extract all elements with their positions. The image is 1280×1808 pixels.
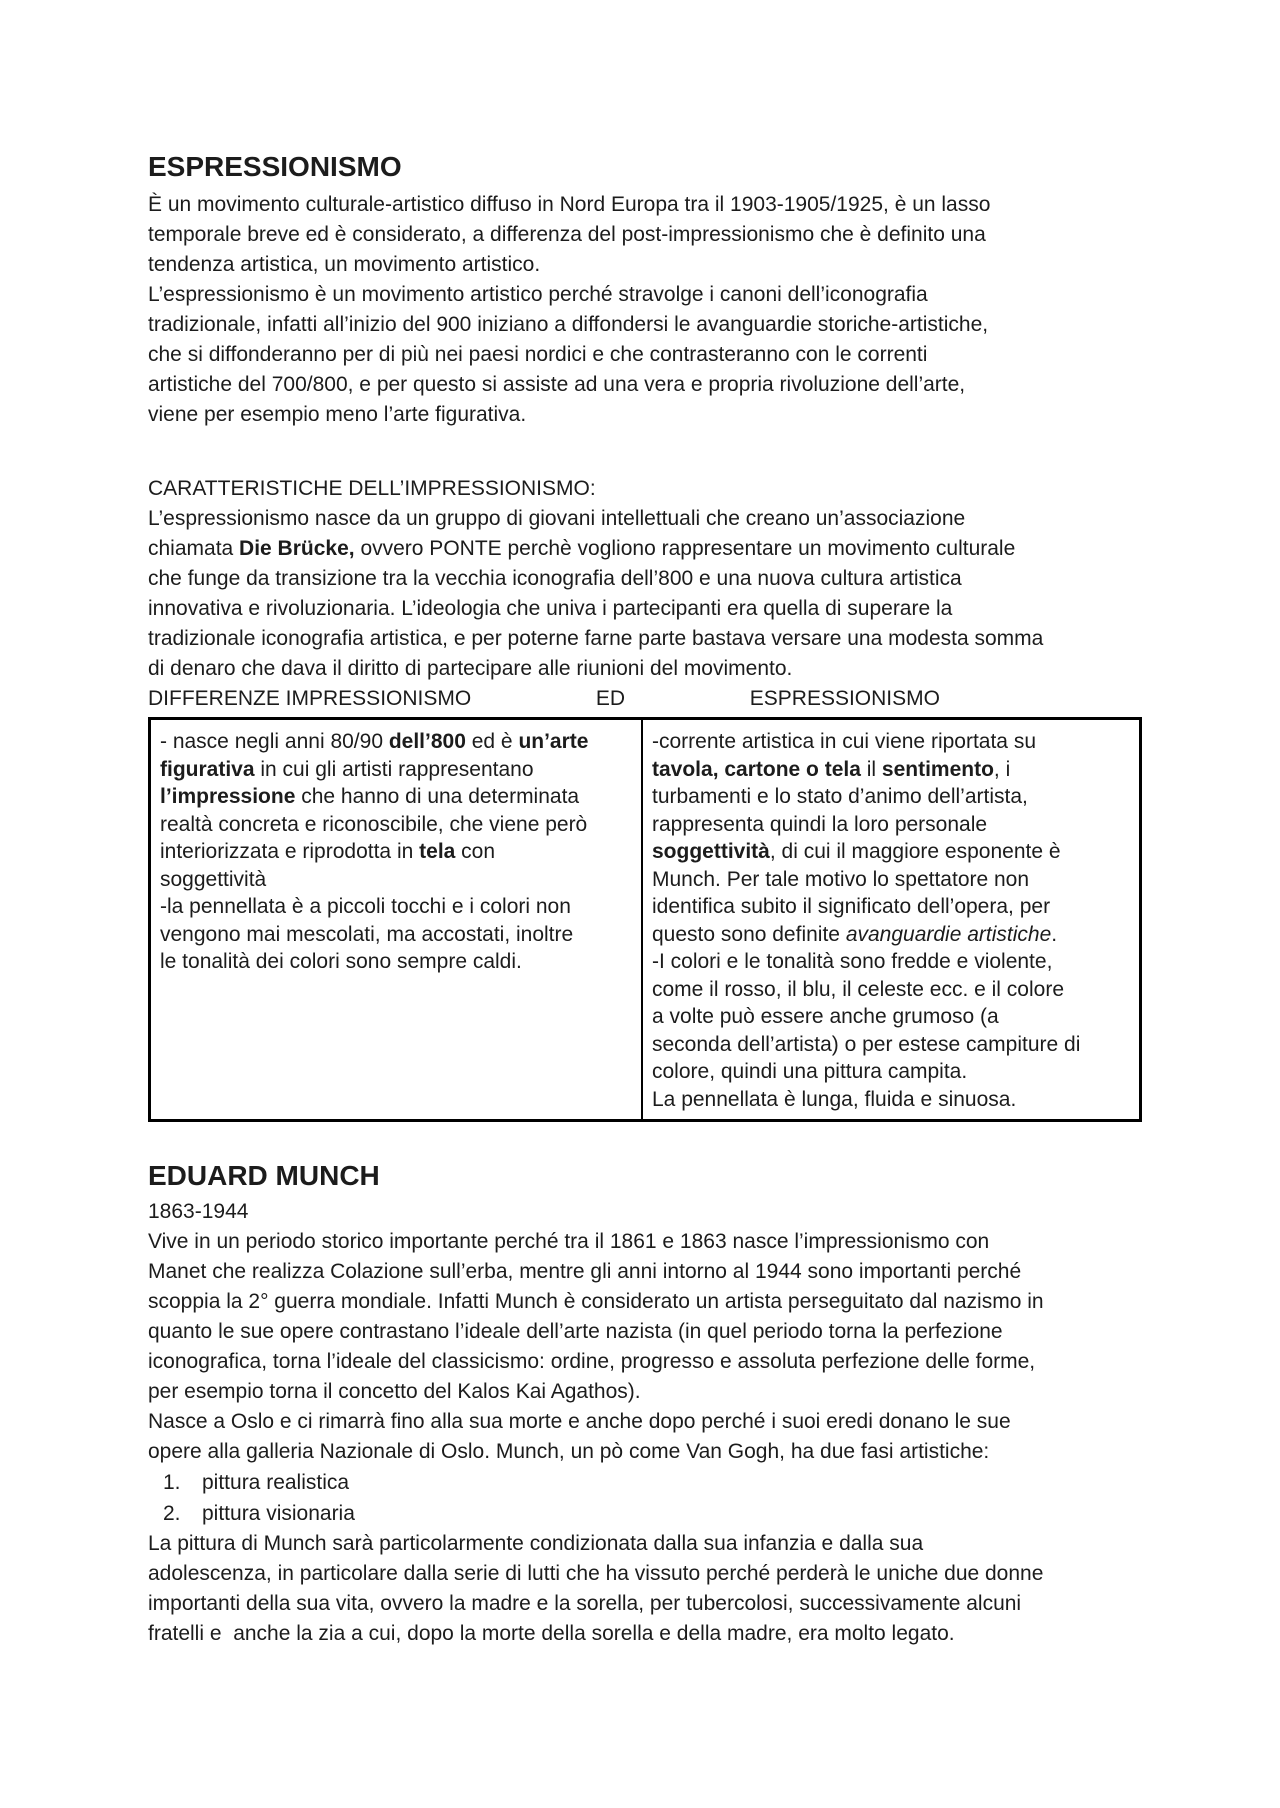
text-line: -I colori e le tonalità sono fredde e violente, <box>652 950 1053 973</box>
text-line: le tonalità dei colori sono sempre caldi. <box>160 950 522 973</box>
text-line: -corrente artistica in cui viene riportata su <box>652 730 1036 753</box>
text-line: fratelli e anche la zia a cui, dopo la morte della sorella e della madre, era molto legato. <box>148 1622 955 1645</box>
text-line: opere alla galleria Nazionale di Oslo. Munch, un pò come Van Gogh, ha due fasi artistiche: <box>148 1440 990 1463</box>
text-line: adolescenza, in particolare dalla serie di lutti che ha vissuto perché perderà le uniche due donne <box>148 1562 1044 1585</box>
text-line: iconografica, torna l’ideale del classicismo: ordine, progresso e assoluta perfezione delle forme, <box>148 1350 1036 1373</box>
espressionismo-cell <box>643 720 1139 1119</box>
text-line: questo sono definite avanguardie artistiche. <box>652 922 1058 946</box>
text-line: L’espressionismo nasce da un gruppo di giovani intellettuali che creano un’associazione <box>148 507 966 530</box>
text-line: a volte può essere anche grumoso (a <box>652 1005 999 1028</box>
text-line: rappresenta quindi la loro personale <box>652 812 988 836</box>
intro-paragraph <box>148 190 1280 430</box>
text-line: La pennellata è lunga, fluida e sinuosa. <box>652 1087 1017 1111</box>
munch-paragraph-3 <box>148 1529 1280 1649</box>
munch-years: 1863-1944 <box>148 1200 249 1223</box>
text-line: Munch. Per tale motivo lo spettatore non <box>652 867 1030 891</box>
text-line: temporale breve ed è considerato, a differenza del post-impressionismo che è definito una <box>148 223 986 246</box>
munch-paragraph-2 <box>148 1407 1280 1467</box>
text-line: La pittura di Munch sarà particolarmente condizionata dalla sua infanzia e dalla sua <box>148 1532 924 1555</box>
text-line: tradizionale iconografia artistica, e per poterne farne parte bastava versare una modesta somma <box>148 627 1044 650</box>
comparison-table <box>148 717 1142 1122</box>
caratteristiche-heading: CARATTERISTICHE DELL’IMPRESSIONISMO: <box>148 477 596 500</box>
text-line: -la pennellata è a piccoli tocchi e i colori non <box>160 895 571 918</box>
list-number: 1. <box>163 1471 181 1494</box>
text-line: Nasce a Oslo e ci rimarrà fino alla sua morte e anche dopo perché i suoi eredi donano le sue <box>148 1410 1011 1433</box>
text-line: scoppia la 2° guerra mondiale. Infatti Munch è considerato un artista perseguitato dal nazismo in <box>148 1290 1044 1313</box>
text-line: che si diffonderanno per di più nei paesi nordici e che contrasteranno con le correnti <box>148 343 928 366</box>
caratteristiche-section <box>148 474 1280 684</box>
text-line: tavola, cartone o tela il sentimento, i <box>652 757 1011 781</box>
text-line: innovativa e rivoluzionaria. L’ideologia che univa i partecipanti era quella di superare la <box>148 597 953 620</box>
text-line: per esempio torna il concetto del Kalos Kai Agathos). <box>148 1380 641 1403</box>
caratteristiche-paragraph <box>148 504 1280 684</box>
munch-paragraph-1 <box>148 1227 1280 1407</box>
text-line: quanto le sue opere contrastano l’ideale dell’arte nazista (in quel periodo torna la perfezione <box>148 1320 1003 1343</box>
text-line: importanti della sua vita, ovvero la madre e la sorella, per tubercolosi, successivamente alcuni <box>148 1592 1022 1615</box>
text-line: di denaro che dava il diritto di partecipare alle riunioni del movimento. <box>148 657 793 680</box>
text-line: l’impressione che hanno di una determinata <box>160 785 580 808</box>
text-line: interiorizzata e riprodotta in tela con <box>160 840 496 863</box>
text-line: soggettività <box>160 867 267 891</box>
text-line: viene per esempio meno l’arte figurativa. <box>148 403 527 426</box>
list-label: pittura visionaria <box>202 1502 355 1525</box>
text-line: - nasce negli anni 80/90 dell’800 ed è un’arte <box>160 730 589 753</box>
text-line: realtà concreta e riconoscibile, che viene però <box>160 812 588 836</box>
text-line: tradizionale, infatti all’inizio del 900 iniziano a diffondersi le avanguardie storiche-artistiche, <box>148 313 989 336</box>
caption-differenze-impressionismo: DIFFERENZE IMPRESSIONISMO <box>148 687 472 710</box>
text-line: soggettività, di cui il maggiore esponente è <box>652 840 1061 863</box>
text-line: turbamenti e lo stato d’animo dell’artista, <box>652 785 1028 808</box>
numbered-list-item <box>148 1498 1280 1529</box>
text-line: seconda dell’artista) o per estese campiture di <box>652 1032 1081 1056</box>
text-line: vengono mai mescolati, ma accostati, inoltre <box>160 922 574 946</box>
text-line: come il rosso, il blu, il celeste ecc. e il colore <box>652 977 1064 1001</box>
table-caption-row <box>148 684 940 714</box>
impressionismo-cell <box>151 720 643 1119</box>
text-line: identifica subito il significato dell’opera, per <box>652 895 1051 918</box>
text-line: Manet che realizza Colazione sull’erba, mentre gli anni intorno al 1944 sono importanti perché <box>148 1260 1022 1283</box>
text-line: artistiche del 700/800, e per questo si assiste ad una vera e propria rivoluzione dell’arte, <box>148 373 966 396</box>
list-label: pittura realistica <box>202 1471 350 1494</box>
numbered-list-item <box>148 1467 1280 1498</box>
text-line: L’espressionismo è un movimento artistico perché stravolge i canoni dell’iconografia <box>148 283 928 306</box>
text-line: chiamata Die Brücke, ovvero PONTE perchè vogliono rappresentare un movimento culturale <box>148 537 1016 560</box>
munch-title: EDUARD MUNCH <box>148 1160 380 1191</box>
text-line: colore, quindi una pittura campita. <box>652 1060 968 1083</box>
caption-ed: ED <box>595 687 626 710</box>
text-line: È un movimento culturale-artistico diffuso in Nord Europa tra il 1903-1905/1925, è un lasso <box>148 193 991 216</box>
text-line: che funge da transizione tra la vecchia iconografia dell’800 e una nuova cultura artistica <box>148 567 962 590</box>
text-line: Vive in un periodo storico importante perché tra il 1861 e 1863 nasce l’impressionismo con <box>148 1230 990 1253</box>
munch-phases-list <box>148 1467 1280 1529</box>
text-line: figurativa in cui gli artisti rappresentano <box>160 757 534 781</box>
list-number: 2. <box>163 1502 181 1525</box>
caption-espressionismo: ESPRESSIONISMO <box>749 687 940 710</box>
page-title: ESPRESSIONISMO <box>148 151 402 182</box>
text-line: tendenza artistica, un movimento artistico. <box>148 253 541 276</box>
